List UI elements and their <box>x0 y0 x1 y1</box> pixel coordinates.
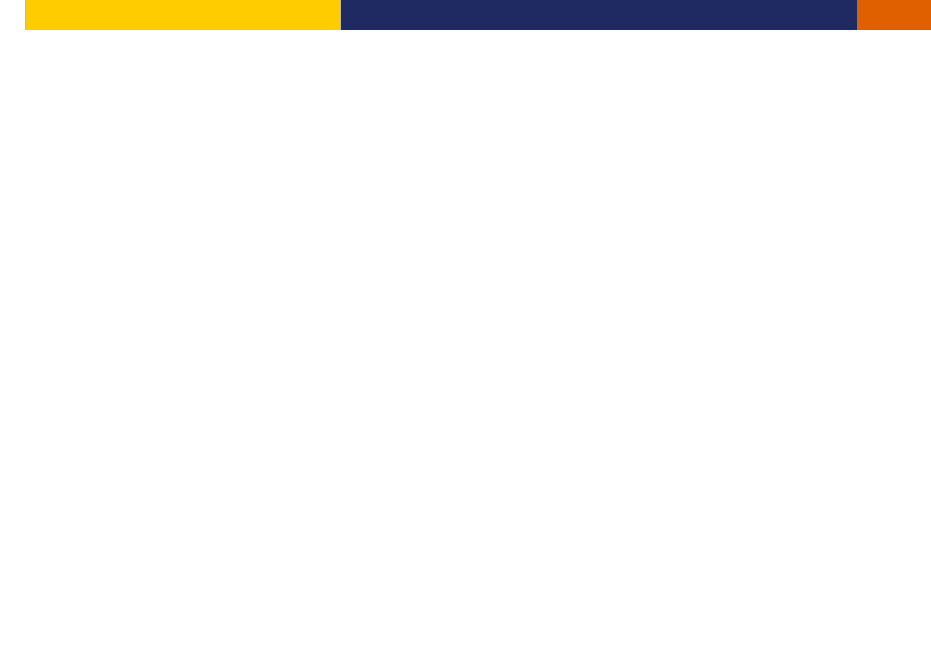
actions-column-header[interactable] <box>341 0 857 30</box>
url-column-header[interactable] <box>26 0 341 30</box>
tic-column-header[interactable] <box>857 0 931 30</box>
row-number-header[interactable] <box>0 0 26 30</box>
